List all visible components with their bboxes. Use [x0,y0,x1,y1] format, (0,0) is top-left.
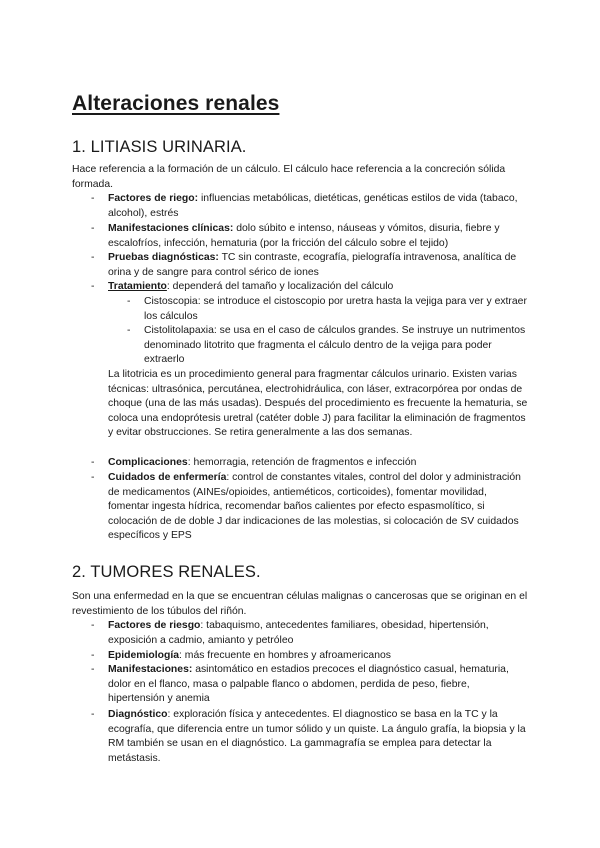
sub-list-item: - Cistoscopia: se introduce el cistoscopio por uretra hasta la vejiga para ver y extraer los cálculos [127,296,527,322]
list-item: - Factores de riesgo: tabaquismo, antecedentes familiares, obesidad, hipertensión, exposición a cadmio, amianto y petróleo [91,620,489,646]
list-item: - Manifestaciones: asintomático en estadios precoces el diagnóstico casual, hematuria, dolor en el flanco, masa o palpable flanco o abdomen, perdida de peso, fiebre, hipertensión y anemia [91,664,509,705]
tumores-intro: Son una enfermedad en la que se encuentran células malignas o cancerosas que se originan en el revestimiento de los túbulos del riñón. [72,591,528,617]
sub-list-item: - Cistolitolapaxia: se usa en el caso de cálculos grandes. Se instruye un nutrimentos denominado litotrito que fragmenta el cálculo dentro de la vejiga para poder extraerlo [127,325,526,366]
list-item: - Pruebas diagnósticas: TC sin contraste, ecografía, pielografía intravenosa, analítica de orina y de sangre para control sérico de iones [91,252,517,278]
list-item: - Factores de riego: influencias metabólicas, dietéticas, genéticas estilos de vida (tabaco, alcohol), estrés [91,193,518,219]
section-heading-tumores: 2. TUMORES RENALES. [72,563,261,581]
list-item: - Epidemiología: más frecuente en hombres y afroamericanos [91,650,391,661]
section-heading-litiasis: 1. LITIASIS URINARIA. [72,138,247,156]
list-item: - Diagnóstico: exploración física y antecedentes. El diagnostico se basa en la TC y la ecografía, que diferencia entre un tumor sólido y un quiste. La ángulo grafía, la biopsia y la RM también se usan en el diagnóstico. La gammagrafía se emplea para detectar la metástasis. [91,709,526,764]
list-item: - Tratamiento: dependerá del tamaño y localización del cálculo [91,281,394,292]
page-title: Alteraciones renales [72,92,280,115]
lithotripsy-paragraph: La litotricia es un procedimiento general para fragmentar cálculos urinario. Existen varias técnicas: ultrasónica, percutánea, electrohidráulica, con láser, extracorpórea por ondas de choque (una de las más usadas). Después del procedimiento es frecuente la hematuria, se coloca una endoprótesis uretral (catéter doble J) para facilitar la eliminación de fragmentos y evitar obstrucciones. Se retira generalmente a las dos semanas. [108,369,528,439]
litiasis-intro: Hace referencia a la formación de un cálculo. El cálculo hace referencia a la concreción sólida formada. [72,164,506,190]
list-item: - Cuidados de enfermería: control de constantes vitales, control del dolor y administración de medicamentos (AINEs/opioides, antieméticos, corticoides), fomentar movilidad, fomentar ingesta hídrica, recomendar baños calientes por efecto espasmolítico, si colocación de de doble J dar indicaciones de las molestias, si colocación de SV cuidados específicos y EPS [91,472,521,542]
list-item: - Complicaciones: hemorragia, retención de fragmentos e infección [91,457,417,468]
list-item: - Manifestaciones clínicas: dolo súbito e intenso, náuseas y vómitos, disuria, fiebre y escalofríos, infección, hematuria (por la fricción del cálculo sobre el tejido) [91,223,500,249]
